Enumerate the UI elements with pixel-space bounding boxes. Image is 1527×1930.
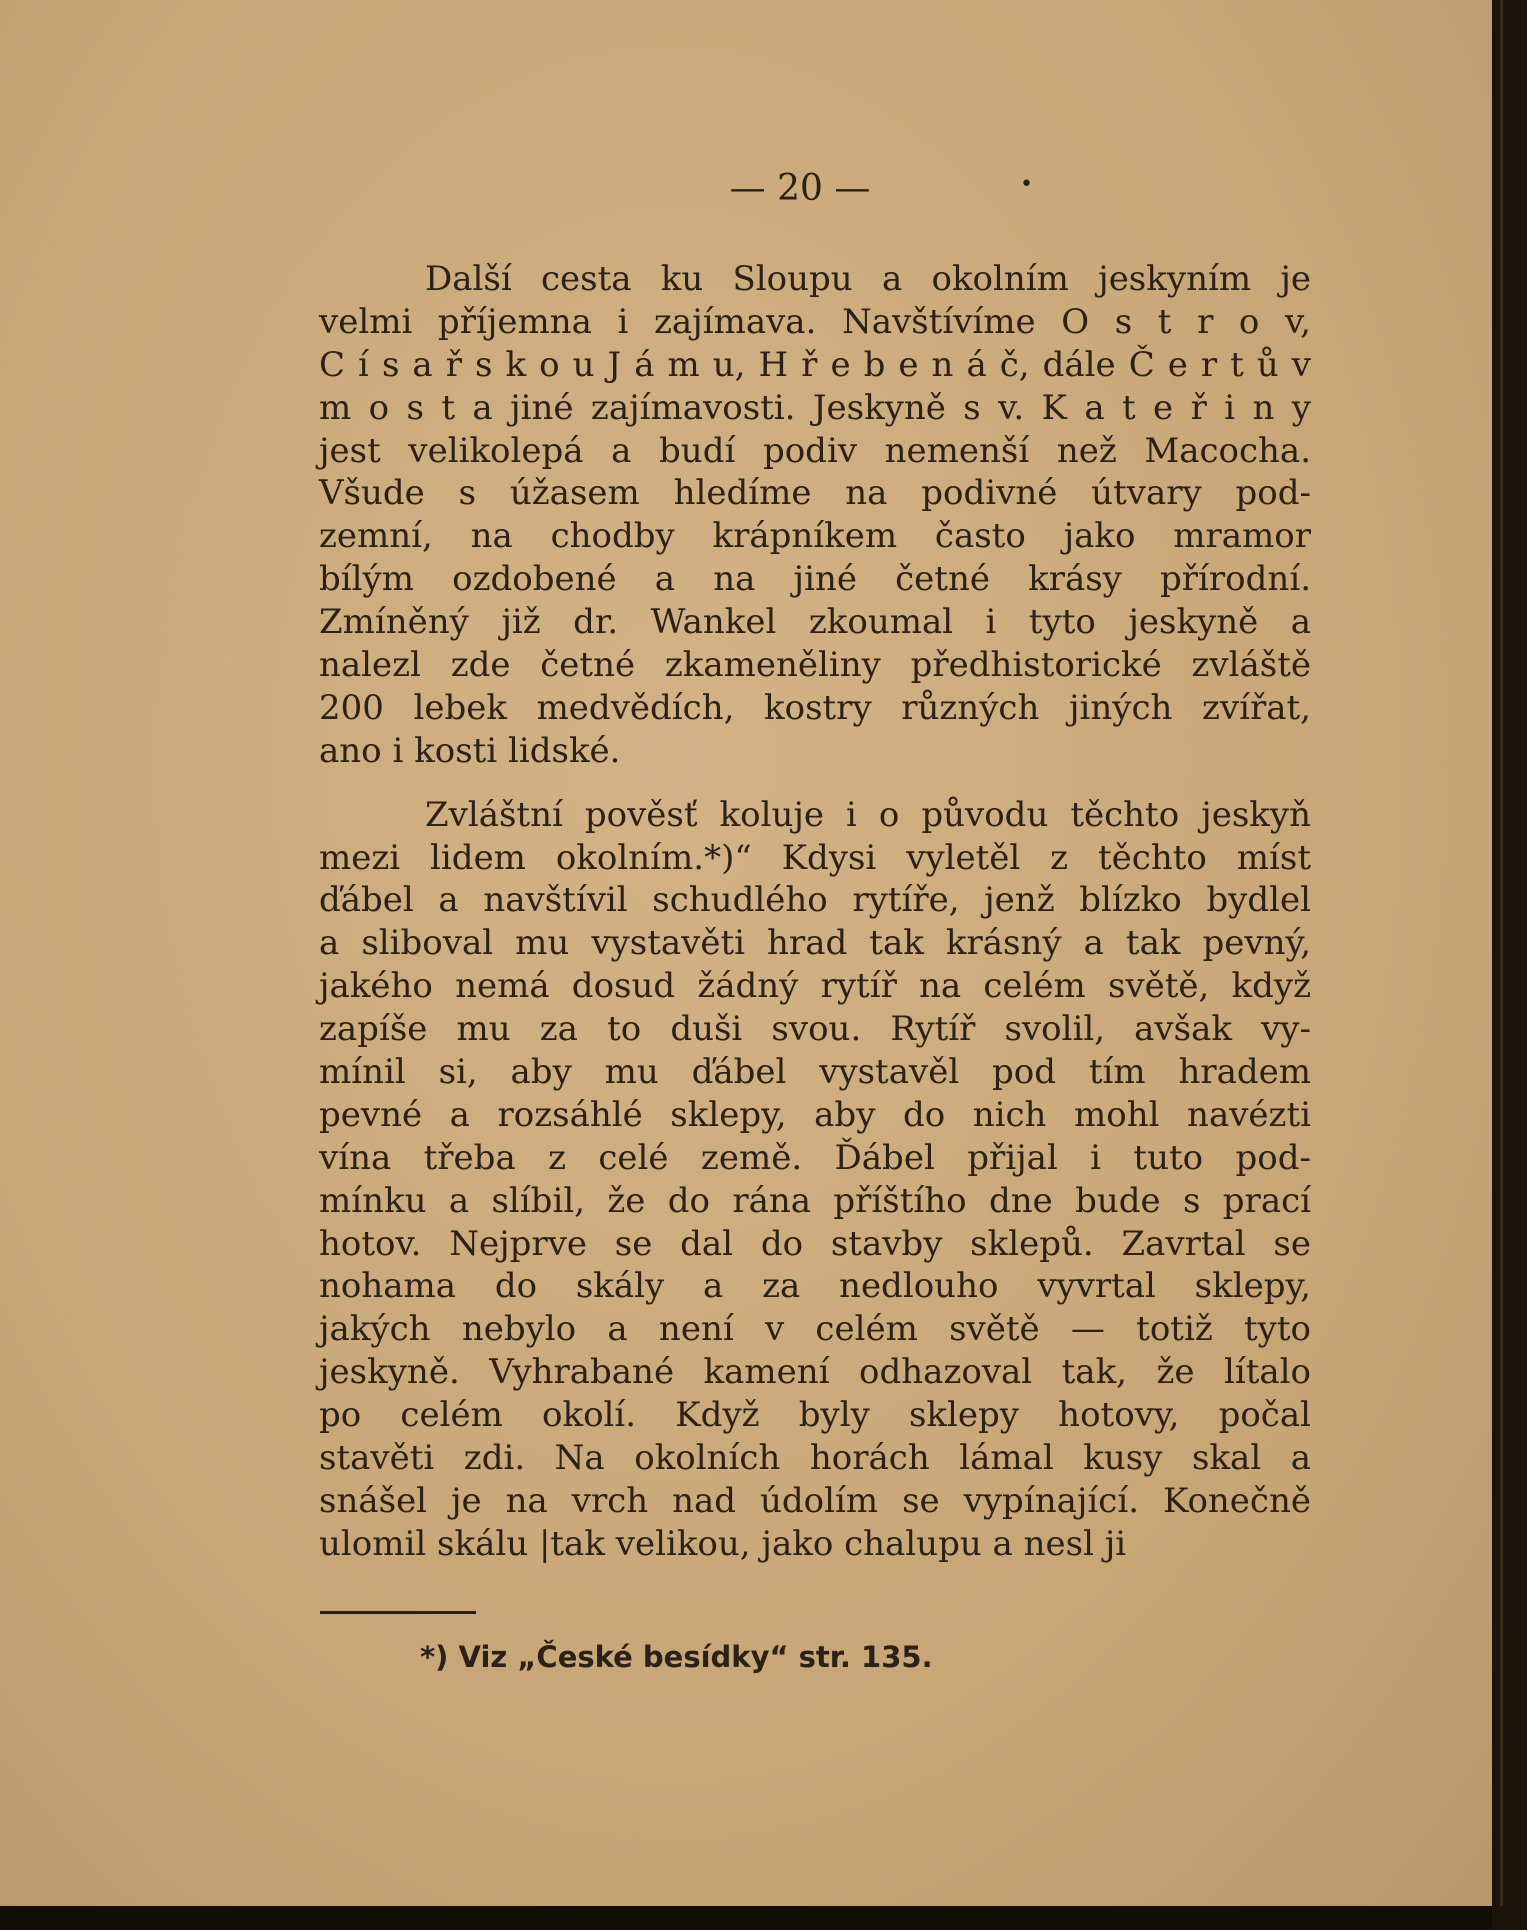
paragraph-1 [319,258,1311,773]
book-spine-edge [1492,0,1527,1930]
text-line: ulomil skálu |tak velikou, jako chalupu a nesl ji [319,1523,1127,1564]
text-line: C í s a ř s k o u J á m u, H ř e b e n á č, dále Č e r t ů v [319,344,1311,385]
text-line: hotov. Nejprve se dal do stavby sklepů. Zavrtal se [319,1223,1311,1264]
text-line: velmi příjemna i zajímava. Navštívíme O s t r o v, [319,301,1311,342]
text-line: vína třeba z celé země. Ďábel přijal i tuto pod- [319,1137,1311,1178]
text-line: nohama do skály a za nedlouho vyvrtal sklepy, [319,1266,1311,1307]
text-line: stavěti zdi. Na okolních horách lámal kusy skal a [319,1438,1311,1479]
paragraph-2 [319,794,1311,1566]
text-line: Zmíněný již dr. Wankel zkoumal i tyto jeskyně a [319,602,1311,643]
text-line: a sliboval mu vystavěti hrad tak krásný a tak pevný, [319,923,1311,964]
text-line: 200 lebek medvědích, kostry různých jiných zvířat, [319,687,1311,728]
text-line: Zvláštní pověsť koluje i o původu těchto jeskyň [425,794,1311,835]
page-number: — 20 — [729,168,871,209]
text-line: ďábel a navštívil schudlého rytíře, jenž blízko bydlel [319,880,1311,921]
text-line: jest velikolepá a budí podiv nemenší než Macocha. [319,430,1311,471]
text-line: mezi lidem okolním.*)“ Kdysi vyletěl z těchto míst [319,837,1311,878]
text-line: Všude s úžasem hledíme na podivné útvary pod- [319,473,1311,514]
footnote: *) Viz „České besídky“ str. 135. [420,1640,933,1674]
text-line: ano i kosti lidské. [319,730,621,771]
text-line: zemní, na chodby krápníkem často jako mramor [319,516,1311,557]
text-line: pevné a rozsáhlé sklepy, aby do nich mohl navézti [319,1094,1311,1135]
text-line: jakých nebylo a není v celém světě — totiž tyto [319,1309,1311,1350]
text-line: snášel je na vrch nad údolím se vypínající. Konečně [319,1480,1311,1521]
text-line: mínil si, aby mu ďábel vystavěl pod tím hradem [319,1052,1311,1093]
text-line: zapíše mu za to duši svou. Rytíř svolil, avšak vy- [319,1009,1311,1050]
body-text [319,258,1311,1566]
text-line: bílým ozdobené a na jiné četné krásy přírodní. [319,559,1311,600]
text-line: m o s t a jiné zajímavosti. Jeskyně s v. K a t e ř i n y [319,387,1311,428]
text-line: Další cesta ku Sloupu a okolním jeskyním je [425,259,1311,299]
text-line: nalezl zde četné zkameněliny předhistorické zvláště [319,645,1311,686]
text-line: po celém okolí. Když byly sklepy hotovy, počal [319,1395,1311,1436]
text-line: jakého nemá dosud žádný rytíř na celém světě, když [319,966,1311,1007]
spine-line [1500,0,1503,1906]
text-line: mínku a slíbil, že do rána příštího dne bude s prací [319,1180,1311,1221]
footnote-divider [320,1611,476,1614]
stray-mark: • [1020,172,1033,197]
text-line: jeskyně. Vyhrabané kamení odhazoval tak, že lítalo [319,1352,1311,1393]
page-bottom-edge [0,1906,1492,1930]
